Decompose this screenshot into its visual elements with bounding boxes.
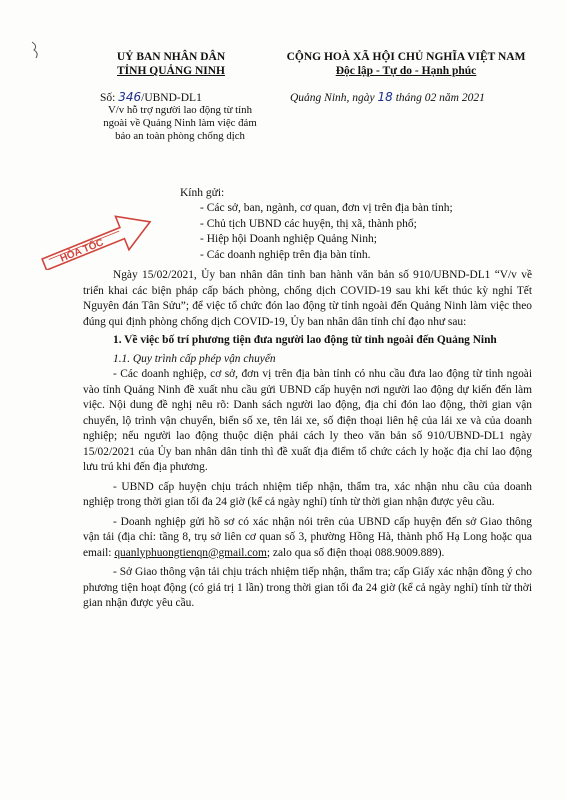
date-day-handwritten: 18 (377, 90, 393, 104)
submission-text-a: - Doanh nghiệp gửi hồ sơ có xác nhận nói trên của UBND cấp huyện đến sở Giao thông vận tải (địa chỉ: tầng 8, trụ sở liên cơ quan số 3, phường Hồng Hà, thành phố Hạ Long hoặc qua email: (83, 515, 532, 559)
submission-text-b: ; zalo qua số điện thoại 088.9009.889). (266, 546, 445, 559)
authority-line-2: TỈNH QUẢNG NINH (117, 65, 225, 77)
nation-motto: Độc lập - Tự do - Hạnh phúc (335, 65, 477, 77)
contact-email-link[interactable]: quanlyphuongtienqn@gmail.com (114, 546, 267, 559)
national-motto (262, 50, 550, 78)
recipient-item: - Các sở, ban, ngành, cơ quan, đơn vị trên địa bàn tỉnh; (200, 202, 453, 215)
paragraph-licensing-request: - Các doanh nghiệp, cơ sở, đơn vị trên địa bàn tỉnh có nhu cầu đưa lao động từ tỉnh ngoài vào tỉnh Quảng Ninh đề xuất nhu cầu gửi UBND cấp huyện nơi người lao động dự kiến đến làm việc. Nội dung đề nghị nêu rõ: Danh sách người lao động, địa chỉ đón lao động, thời gian vận chuyển, lộ trình vận chuyển, biển số xe, tên lái xe, số điện thoại liên hệ của lái xe và của doanh nghiệp; nếu người lao động thuộc diện phải cách ly theo văn bản số 910/UBND-DL1 ngày 15/02/2021 của Ủy ban nhân dân tỉnh thì đề xuất địa điểm tổ chức cách ly hoặc địa chỉ lao động lưu trú khi đến địa phương. (83, 368, 532, 473)
intro-paragraph: Ngày 15/02/2021, Ủy ban nhân dân tỉnh ban hành văn bản số 910/UBND-DL1 “V/v về triển khai các biện pháp cấp bách phòng, chống dịch COVID-19 sau khi kết thúc kỳ nghỉ Tết Nguyên đán Tân Sửu”; để việc tổ chức đón lao động từ tỉnh ngoài đến Quảng Ninh làm việc theo đúng qui định phòng chống dịch COVID-19, Ủy ban nhân dân tỉnh chỉ đạo như sau: (83, 269, 532, 328)
paragraph-submission (83, 515, 532, 562)
recipients-block (180, 186, 453, 263)
recipient-item: - Chủ tịch UBND các huyện, thị xã, thành phố; (200, 217, 417, 230)
urgent-stamp-icon (30, 198, 158, 270)
doc-number-handwritten: 346 (118, 90, 142, 104)
scan-mark-icon (30, 40, 42, 60)
document-body (83, 268, 532, 612)
section-1-heading: 1. Về việc bố trí phương tiện đưa người lao động từ tỉnh ngoài đến Quảng Ninh (113, 334, 497, 346)
doc-number-suffix: /UBND-DL1 (141, 92, 202, 104)
stamp-text: HỎA TỐC (58, 237, 106, 265)
document-subject: V/v hỗ trợ người lao động từ tỉnh ngoài về Quảng Ninh làm việc đảm bảo an toàn phòng chống dịch (103, 104, 257, 143)
document-number (100, 90, 202, 104)
date-suffix: tháng 02 năm 2021 (395, 92, 485, 104)
recipient-item: - Các doanh nghiệp trên địa bàn tỉnh. (200, 248, 371, 261)
nation-title: CỘNG HOÀ XÃ HỘI CHỦ NGHĨA VIỆT NAM (286, 51, 526, 63)
subsection-1-1-heading: 1.1. Quy trình cấp phép vận chuyển (113, 352, 276, 365)
paragraph-district-review: - UBND cấp huyện chịu trách nhiệm tiếp nhận, thẩm tra, xác nhận nhu cầu của doanh nghiệp trong thời gian tối đa 24 giờ (kể cả ngày nghỉ) tính từ thời gian nhận được yêu cầu. (83, 480, 532, 508)
doc-number-prefix: Số: (100, 92, 116, 104)
date-line (290, 90, 485, 104)
date-prefix: Quảng Ninh, ngày (290, 92, 375, 104)
recipients-label: Kính gửi: (180, 187, 225, 199)
paragraph-transport-approval: - Sở Giao thông vận tải chịu trách nhiệm tiếp nhận, thẩm tra; cấp Giấy xác nhận đồng ý cho phương tiện hoạt động (có giá trị 1 lần) trong thời gian tối đa 24 giờ (kể cả ngày nghỉ) tính từ thời gian nhận được yêu cầu. (83, 566, 532, 609)
issuing-authority (88, 50, 254, 78)
authority-line-1: UỶ BAN NHÂN DÂN (116, 51, 226, 63)
recipient-item: - Hiệp hội Doanh nghiệp Quảng Ninh; (200, 233, 377, 246)
